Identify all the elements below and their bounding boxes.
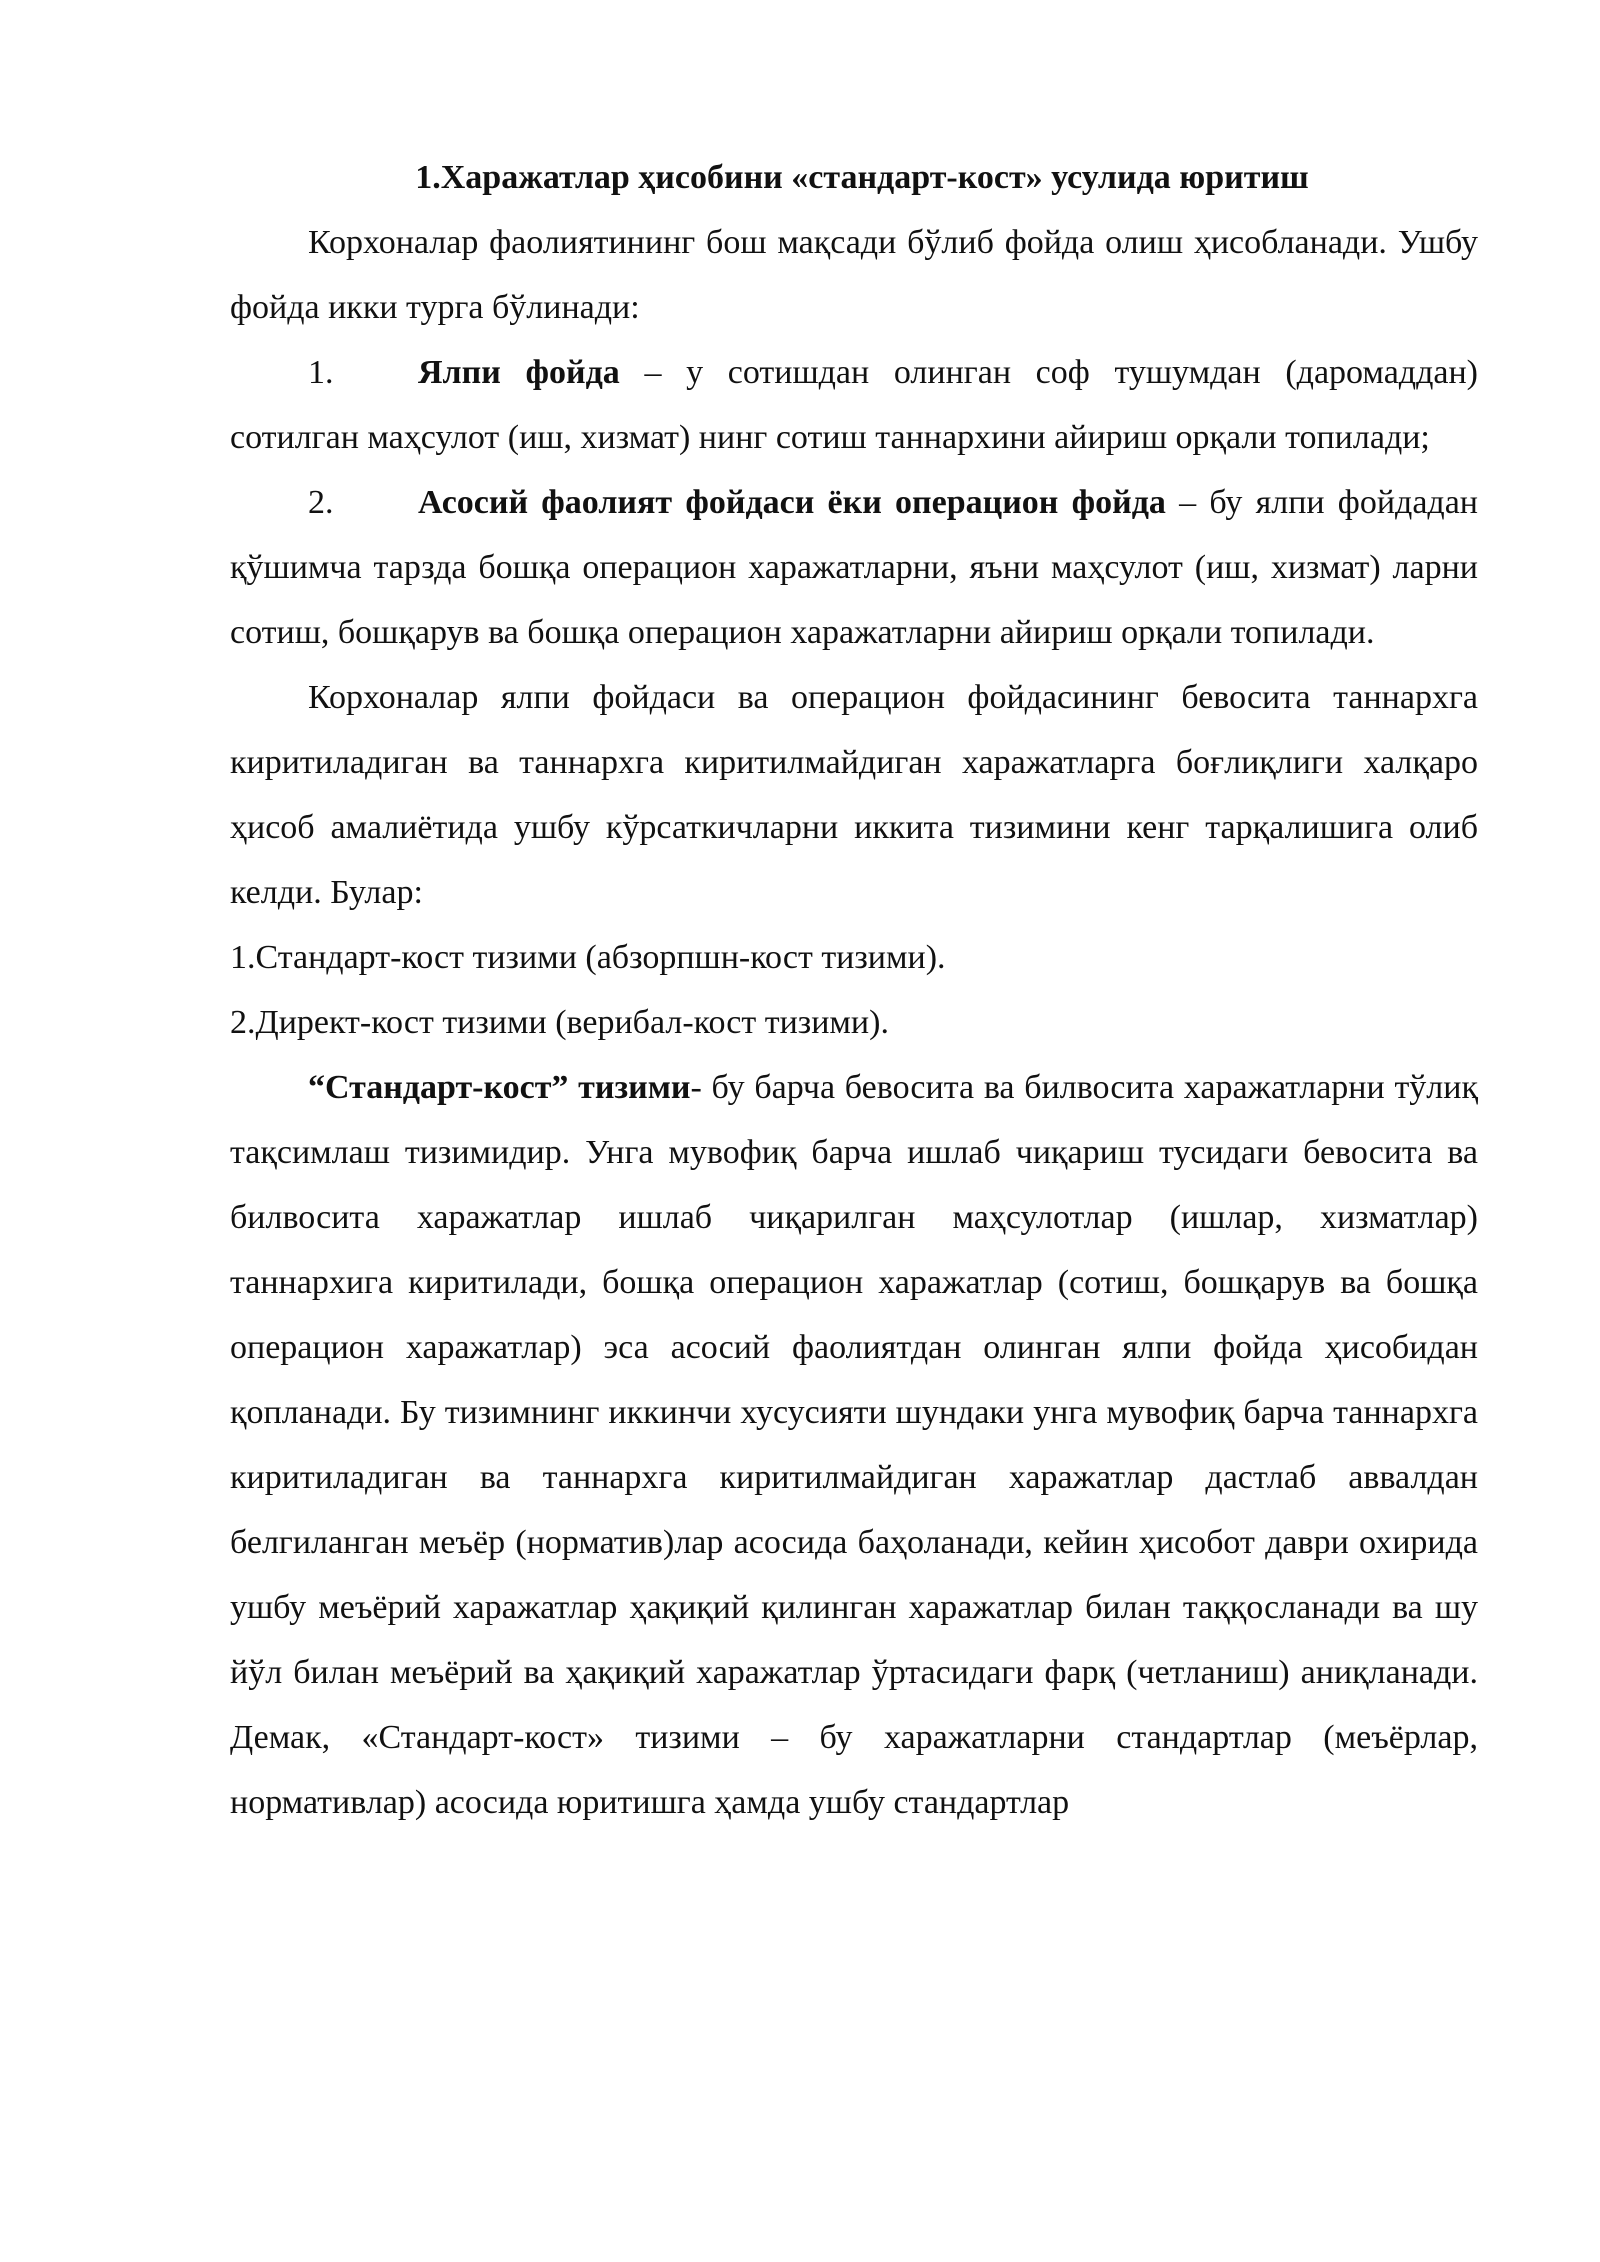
list-term: Асосий фаолият фойдаси ёки операцион фойда — [418, 484, 1166, 521]
list-item-gross-profit — [230, 340, 1478, 470]
system-item-standard-cost: 1.Стандарт-кост тизими (абзорпшн-кост тизими). — [230, 939, 946, 976]
standard-cost-text: - бу барча бевосита ва билвосита харажатларни тўлиқ тақсимлаш тизимидир. Унга мувофиқ барча ишлаб чиқариш тусидаги бевосита ва билвосита харажатлар ишлаб чиқарилган маҳсулотлар (ишлар, хизматлар) таннархига киритилади, бошқа операцион харажатлар (сотиш, бошқарув ва бошқа операцион харажатлар) эса асосий фаолиятдан олинган ялпи фойда ҳисобидан қопланади. Бу тизимнинг иккинчи хусусияти шундаки унга мувофиқ барча таннархга киритиладиган ва таннархга киритилмайдиган харажатлар дастлаб аввалдан белгиланган меъёр (норматив)лар асосида баҳоланади, кейин ҳисобот даври охирида ушбу меъёрий харажатлар ҳақиқий қилинган харажатлар билан таққосланади ва шу йўл билан меъёрий ва ҳақиқий харажатлар ўртасидаги фарқ (четланиш) аниқланади. Демак, «Стандарт-кост» тизими – бу харажатларни стандартлар (меъёрлар, нормативлар) асосида юритишга ҳамда ушбу стандартлар — [230, 1069, 1478, 1821]
standard-cost-term: “Стандарт-кост” тизими — [308, 1069, 691, 1106]
list-item-operating-profit — [230, 470, 1478, 665]
document-page — [230, 145, 1478, 1835]
system-item-direct-cost: 2.Директ-кост тизими (верибал-кост тизими). — [230, 1004, 889, 1041]
list-number: 2. — [308, 484, 334, 521]
intro-paragraph: Корхоналар фаолиятининг бош мақсади бўлиб фойда олиш ҳисобланади. Ушбу фойда икки турга бўлинади: — [230, 224, 1478, 326]
list-term: Ялпи фойда — [418, 354, 620, 391]
list-number: 1. — [308, 354, 334, 391]
list-text: – бу ялпи фойдадан қўшимча тарзда бошқа операцион харажатларни, яъни маҳсулот (иш, хизмат) ларни сотиш, бошқарув ва бошқа операцион харажатларни айириш орқали топилади. — [230, 484, 1479, 651]
systems-intro-paragraph: Корхоналар ялпи фойдаси ва операцион фойдасининг бевосита таннархга киритиладиган ва таннархга киритилмайдиган харажатларга боғлиқлиги халқаро ҳисоб амалиётида ушбу кўрсаткичларни иккита тизимини кенг тарқалишига олиб келди. Булар: — [230, 679, 1478, 911]
standard-cost-paragraph — [230, 1055, 1478, 1835]
page-title: 1.Харажатлар ҳисобини «стандарт-кост» усулида юритиш — [415, 159, 1309, 196]
list-text: – у сотишдан олинган соф тушумдан (даромаддан) сотилган маҳсулот (иш, хизмат) нинг сотиш таннархини айириш орқали топилади; — [230, 354, 1478, 456]
